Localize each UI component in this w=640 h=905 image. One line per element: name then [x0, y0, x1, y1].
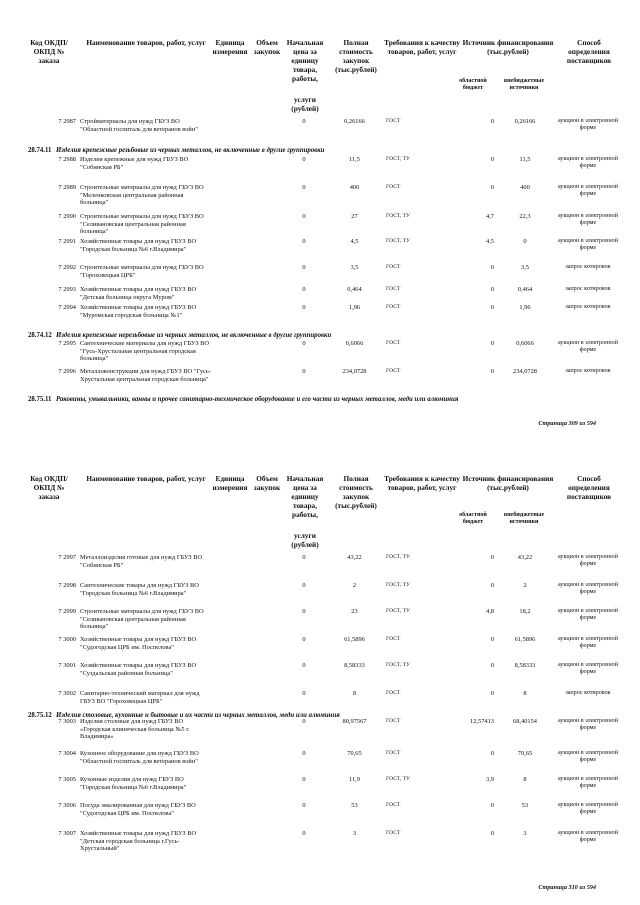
total-cost: 8 [352, 690, 357, 697]
regional-budget: 0 [490, 368, 494, 375]
order-code: 7 2989 [58, 184, 76, 191]
regional-budget: 0 [490, 286, 494, 293]
extra-budget: 8 [523, 776, 527, 783]
unit-price: 0 [302, 802, 306, 809]
category-code: 28.75.12 [28, 712, 52, 719]
quality-standard: ГОСТ [386, 750, 401, 756]
item-name: Сантехнические товары для нужд ГБУЗ ВО "Городская больница №6 г.Владимира" [80, 582, 199, 597]
item-name: Изделия столовые для нужд ГБУЗ ВО «Городская клиническая больница №5 г. Владимира» [80, 718, 190, 741]
order-code: 7 2991 [58, 238, 76, 245]
header-fin-regional: областной бюджет [459, 512, 487, 525]
unit-price: 0 [302, 286, 306, 293]
procurement-method: аукцион в электронной форме [558, 238, 618, 252]
category-code: 28.74.12 [28, 332, 52, 339]
unit-price: 0 [302, 750, 306, 757]
procurement-method: аукцион в электронной форме [558, 662, 618, 676]
regional-budget: 0 [490, 184, 494, 191]
category-heading [28, 332, 628, 340]
total-cost: 70,65 [347, 750, 362, 757]
procurement-method: аукцион в электронной форме [558, 750, 618, 764]
order-code: 7 2998 [58, 582, 76, 589]
regional-budget: 0 [490, 636, 494, 643]
quality-standard: ГОСТ [386, 264, 401, 270]
total-cost: 53 [351, 802, 358, 809]
quality-standard: ГОСТ, ТУ [386, 662, 410, 668]
regional-budget: 0 [490, 662, 494, 669]
order-code: 7 2987 [58, 118, 76, 125]
quality-standard: ГОСТ [386, 340, 401, 346]
quality-standard: ГОСТ [386, 286, 401, 292]
header-code: Код ОКДП/ ОКПД № заказа [30, 474, 68, 501]
unit-price: 0 [302, 184, 306, 191]
order-code: 7 2993 [58, 286, 76, 293]
order-code: 7 3004 [58, 750, 76, 757]
item-name: Металлоконструкции для нужд ГБУЗ ВО "Гусь-Хрустальная центральная городская больница" [80, 368, 211, 383]
item-name: Стройматериалы для нужд ГБУЗ ВО "Областной госпиталь для ветеранов войн" [80, 118, 198, 133]
regional-budget: 0 [490, 582, 494, 589]
order-code: 7 2997 [58, 554, 76, 561]
unit-price: 0 [302, 830, 306, 837]
total-cost: 2 [352, 582, 357, 589]
header-unit: Единица измерения [212, 474, 248, 492]
regional-budget: 0 [490, 750, 494, 757]
item-name: Изделия крепежные для нужд ГБУЗ ВО "Собинская РБ" [80, 156, 189, 171]
quality-standard: ГОСТ [386, 830, 401, 836]
total-cost: 400 [349, 184, 360, 191]
order-code: 7 3003 [58, 718, 76, 725]
regional-budget: 0 [490, 802, 494, 809]
total-cost: 4,5 [350, 238, 359, 245]
order-code: 7 3000 [58, 636, 76, 643]
procurement-method: аукцион в электронной форме [558, 636, 618, 650]
header-total: Полная стоимость закупок (тыс.рублей) [335, 38, 377, 74]
header-price-unit: услуги (рублей) [291, 95, 319, 113]
extra-budget: 0,464 [517, 286, 533, 293]
regional-budget: 0 [490, 156, 494, 163]
unit-price: 0 [302, 304, 306, 311]
item-name: Строительные материалы для нужд ГБУЗ ВО "Меленковская центральная районная больница" [80, 184, 204, 207]
total-cost: 27 [351, 213, 358, 220]
item-name: Хозяйственные товары для нужд ГБУЗ ВО "Муромская городская больница №1" [80, 304, 197, 319]
order-code: 7 3002 [58, 690, 76, 697]
quality-standard: ГОСТ [386, 118, 401, 124]
total-cost: 1,96 [348, 304, 361, 311]
unit-price: 0 [302, 608, 306, 615]
regional-budget: 0 [490, 118, 494, 125]
extra-budget: 2 [523, 582, 527, 589]
extra-budget: 1,96 [519, 304, 531, 311]
page-footer: Страница 309 из 594 [538, 420, 596, 427]
document-page-309 [0, 0, 640, 452]
quality-standard: ГОСТ [386, 802, 401, 808]
total-cost: 0,26166 [344, 118, 365, 125]
order-code: 7 2990 [58, 213, 76, 220]
order-code: 7 3001 [58, 662, 76, 669]
total-cost: 80,97567 [342, 718, 367, 725]
total-cost: 234,0728 [342, 368, 367, 375]
unit-price: 0 [302, 156, 306, 163]
header-price: Начальная цена за единицу товара, работы, [286, 38, 324, 83]
item-name: Хозяйственные товары для нужд ГБУЗ ВО "Городская больница №6 г.Владимира" [80, 238, 197, 253]
regional-budget: 4,5 [486, 238, 494, 245]
header-fin-extra: внебюджетные источники [503, 512, 545, 525]
procurement-method: аукцион в электронной форме [558, 184, 618, 198]
header-unit: Единица измерения [212, 38, 248, 56]
extra-budget: 400 [520, 184, 530, 191]
item-name: Кухонные изделия для нужд ГБУЗ ВО "Городская больница №6 г.Владимира" [80, 776, 187, 791]
header-method: Способ определения поставщиков [566, 474, 612, 501]
regional-budget: 0 [490, 264, 494, 271]
item-name: Хозяйственные товары для нужд ГБУЗ ВО "Судогодская ЦРБ им. Поспелова" [80, 636, 197, 651]
procurement-method: аукцион в электронной форме [558, 718, 618, 732]
total-cost: 8,58333 [344, 662, 365, 669]
unit-price: 0 [302, 718, 306, 725]
header-quality: Требования к качеству товаров, работ, услуг [384, 474, 460, 492]
quality-standard: ГОСТ, ТУ [386, 582, 410, 588]
order-code: 7 2988 [58, 156, 76, 163]
header-fin-extra: внебюджетные источники [503, 78, 545, 91]
extra-budget: 3,5 [521, 264, 529, 271]
category-code: 28.74.11 [28, 147, 52, 154]
quality-standard: ГОСТ [386, 368, 401, 374]
total-cost: 11,9 [349, 776, 360, 783]
header-price-unit: услуги (рублей) [291, 531, 319, 549]
quality-standard: ГОСТ, ТУ [386, 238, 410, 244]
order-code: 7 2992 [58, 264, 76, 271]
unit-price: 0 [302, 368, 306, 375]
procurement-method: аукцион в электронной форме [558, 156, 618, 170]
category-heading [28, 147, 628, 155]
item-name: Кухонное оборудование для нужд ГБУЗ ВО "Областной госпиталь для ветеранов войн" [80, 750, 199, 765]
table-header [0, 0, 640, 160]
page-footer: Страница 310 из 594 [538, 884, 596, 891]
item-name: Санитарно-технический материал для нужд ГБУЗ ВО "Гороховецкая ЦРБ" [80, 690, 200, 705]
header-total: Полная стоимость закупок (тыс.рублей) [335, 474, 377, 510]
quality-standard: ГОСТ [386, 636, 401, 642]
header-name: Наименование товаров, работ, услуг [86, 38, 206, 47]
header-quality: Требования к качеству товаров, работ, услуг [384, 38, 460, 56]
regional-budget: 4,8 [486, 608, 494, 615]
order-code: 7 2994 [58, 304, 76, 311]
extra-budget: 11,5 [519, 156, 531, 163]
document-page-310 [0, 452, 640, 905]
order-code: 7 2999 [58, 608, 76, 615]
quality-standard: ГОСТ [386, 304, 401, 310]
category-code: 28.75.11 [28, 396, 52, 403]
extra-budget: 234,0728 [513, 368, 537, 375]
procurement-method: запрос котировок [565, 690, 611, 696]
header-financing: Источник финансирования (тыс.рублей) [462, 38, 554, 56]
header-financing: Источник финансирования (тыс.рублей) [462, 474, 554, 492]
unit-price: 0 [302, 213, 306, 220]
procurement-method: аукцион в электронной форме [558, 608, 618, 622]
regional-budget: 0 [490, 340, 494, 347]
unit-price: 0 [302, 118, 306, 125]
regional-budget: 3,9 [486, 776, 494, 783]
category-heading [28, 396, 628, 404]
unit-price: 0 [302, 582, 306, 589]
procurement-method: запрос котировок [565, 286, 611, 292]
unit-price: 0 [302, 636, 306, 643]
unit-price: 0 [302, 340, 306, 347]
category-title: Раковины, умывальники, ванны и прочее санитарно-техническое оборудование и его части из черных металлов, меди или алюминия [56, 396, 459, 403]
extra-budget: 3 [523, 830, 527, 837]
item-name: Строительные материалы для нужд ГБУЗ ВО "Селивановская центральная районная больница" [80, 213, 204, 236]
regional-budget: 0 [490, 554, 494, 561]
procurement-method: аукцион в электронной форме [558, 340, 618, 354]
procurement-method: аукцион в электронной форме [558, 118, 618, 132]
procurement-method: аукцион в электронной форме [558, 582, 618, 596]
quality-standard: ГОСТ [386, 690, 401, 696]
header-method: Способ определения поставщиков [566, 38, 612, 65]
procurement-method: аукцион в электронной форме [558, 554, 618, 568]
extra-budget: 0,6066 [516, 340, 534, 347]
extra-budget: 43,22 [517, 554, 533, 561]
extra-budget: 61,5896 [514, 636, 536, 643]
quality-standard: ГОСТ [386, 184, 401, 190]
quality-standard: ГОСТ, ТУ [386, 554, 410, 560]
extra-budget: 22,3 [519, 213, 531, 220]
procurement-method: аукцион в электронной форме [558, 802, 618, 816]
total-cost: 0,6066 [345, 340, 364, 347]
unit-price: 0 [302, 662, 306, 669]
unit-price: 0 [302, 554, 306, 561]
procurement-method: запрос котировок [565, 264, 611, 270]
quality-standard: ГОСТ, ТУ [386, 608, 410, 614]
item-name: Посуда эмалированная для нужд ГБУЗ ВО "Судогодская ЦРБ им. Поспелова" [80, 802, 196, 817]
item-name: Строительные материалы для нужд ГБУЗ ВО "Гороховецкая ЦРБ" [80, 264, 204, 279]
item-name: Строительные материалы для нужд ГБУЗ ВО "Селивановская центральная районная больница" [80, 608, 204, 631]
header-code: Код ОКДП/ ОКПД № заказа [30, 38, 68, 65]
total-cost: 23 [351, 608, 358, 615]
unit-price: 0 [302, 238, 306, 245]
item-name: Хозяйственные товары для нужд ГБУЗ ВО "Детская городская больница г.Гусь-Хрустальный" [80, 830, 197, 853]
category-title: Изделия столовые, кухонные и бытовые и их части из черных металлов, меди или алюминия [56, 712, 340, 719]
total-cost: 43,22 [347, 554, 362, 561]
order-code: 7 2996 [58, 368, 76, 375]
extra-budget: 8 [523, 690, 527, 697]
extra-budget: 0,26166 [514, 118, 536, 125]
total-cost: 0,464 [347, 286, 362, 293]
item-name: Металлоизделия готовые для нужд ГБУЗ ВО "Собинская РБ" [80, 554, 203, 569]
quality-standard: ГОСТ [386, 718, 401, 724]
header-price: Начальная цена за единицу товара, работы, [286, 474, 324, 519]
header-fin-regional: областной бюджет [459, 78, 487, 91]
regional-budget: 4,7 [486, 213, 494, 220]
procurement-method: запрос котировок [565, 368, 611, 374]
procurement-method: аукцион в электронной форме [558, 830, 618, 844]
unit-price: 0 [302, 776, 306, 783]
total-cost: 61,5896 [344, 636, 365, 643]
item-name: Сантехнические материалы для нужд ГБУЗ ВО "Гусь-Хрустальная центральная городская больница" [80, 340, 210, 363]
extra-budget: 18,2 [519, 608, 531, 615]
order-code: 7 2995 [58, 340, 76, 347]
header-volume: Объем закупок [253, 474, 281, 492]
order-code: 7 3005 [58, 776, 76, 783]
item-name: Хозяйственные товары для нужд ГБУЗ ВО "Суздальская районная больница" [80, 662, 197, 677]
order-code: 7 3006 [58, 802, 76, 809]
procurement-method: аукцион в электронной форме [558, 213, 618, 227]
category-title: Изделия крепежные нерезьбовые из черных металлов, не включенные в другие группировки [56, 332, 332, 339]
extra-budget: 0 [523, 238, 527, 245]
quality-standard: ГОСТ, ТУ [386, 776, 410, 782]
regional-budget: 0 [490, 830, 494, 837]
total-cost: 3 [352, 830, 357, 837]
quality-standard: ГОСТ, ТУ [386, 156, 410, 162]
header-name: Наименование товаров, работ, услуг [86, 474, 206, 483]
extra-budget: 68,40154 [513, 718, 537, 725]
regional-budget: 12,57413 [470, 718, 494, 725]
procurement-method: запрос котировок [565, 304, 611, 310]
procurement-method: аукцион в электронной форме [558, 776, 618, 790]
unit-price: 0 [302, 264, 306, 271]
total-cost: 11,5 [349, 156, 360, 163]
regional-budget: 0 [490, 690, 494, 697]
unit-price: 0 [302, 690, 306, 697]
total-cost: 3,5 [350, 264, 359, 271]
order-code: 7 3007 [58, 830, 76, 837]
category-title: Изделия крепежные резьбовые из черных металлов, не включенные в другие группировки [56, 147, 325, 154]
item-name: Хозяйственные товары для нужд ГБУЗ ВО "Детская больница округа Муром" [80, 286, 197, 301]
quality-standard: ГОСТ, ТУ [386, 213, 410, 219]
extra-budget: 70,65 [517, 750, 533, 757]
extra-budget: 53 [521, 802, 529, 809]
extra-budget: 8,58333 [514, 662, 536, 669]
regional-budget: 0 [490, 304, 494, 311]
header-volume: Объем закупок [253, 38, 281, 56]
